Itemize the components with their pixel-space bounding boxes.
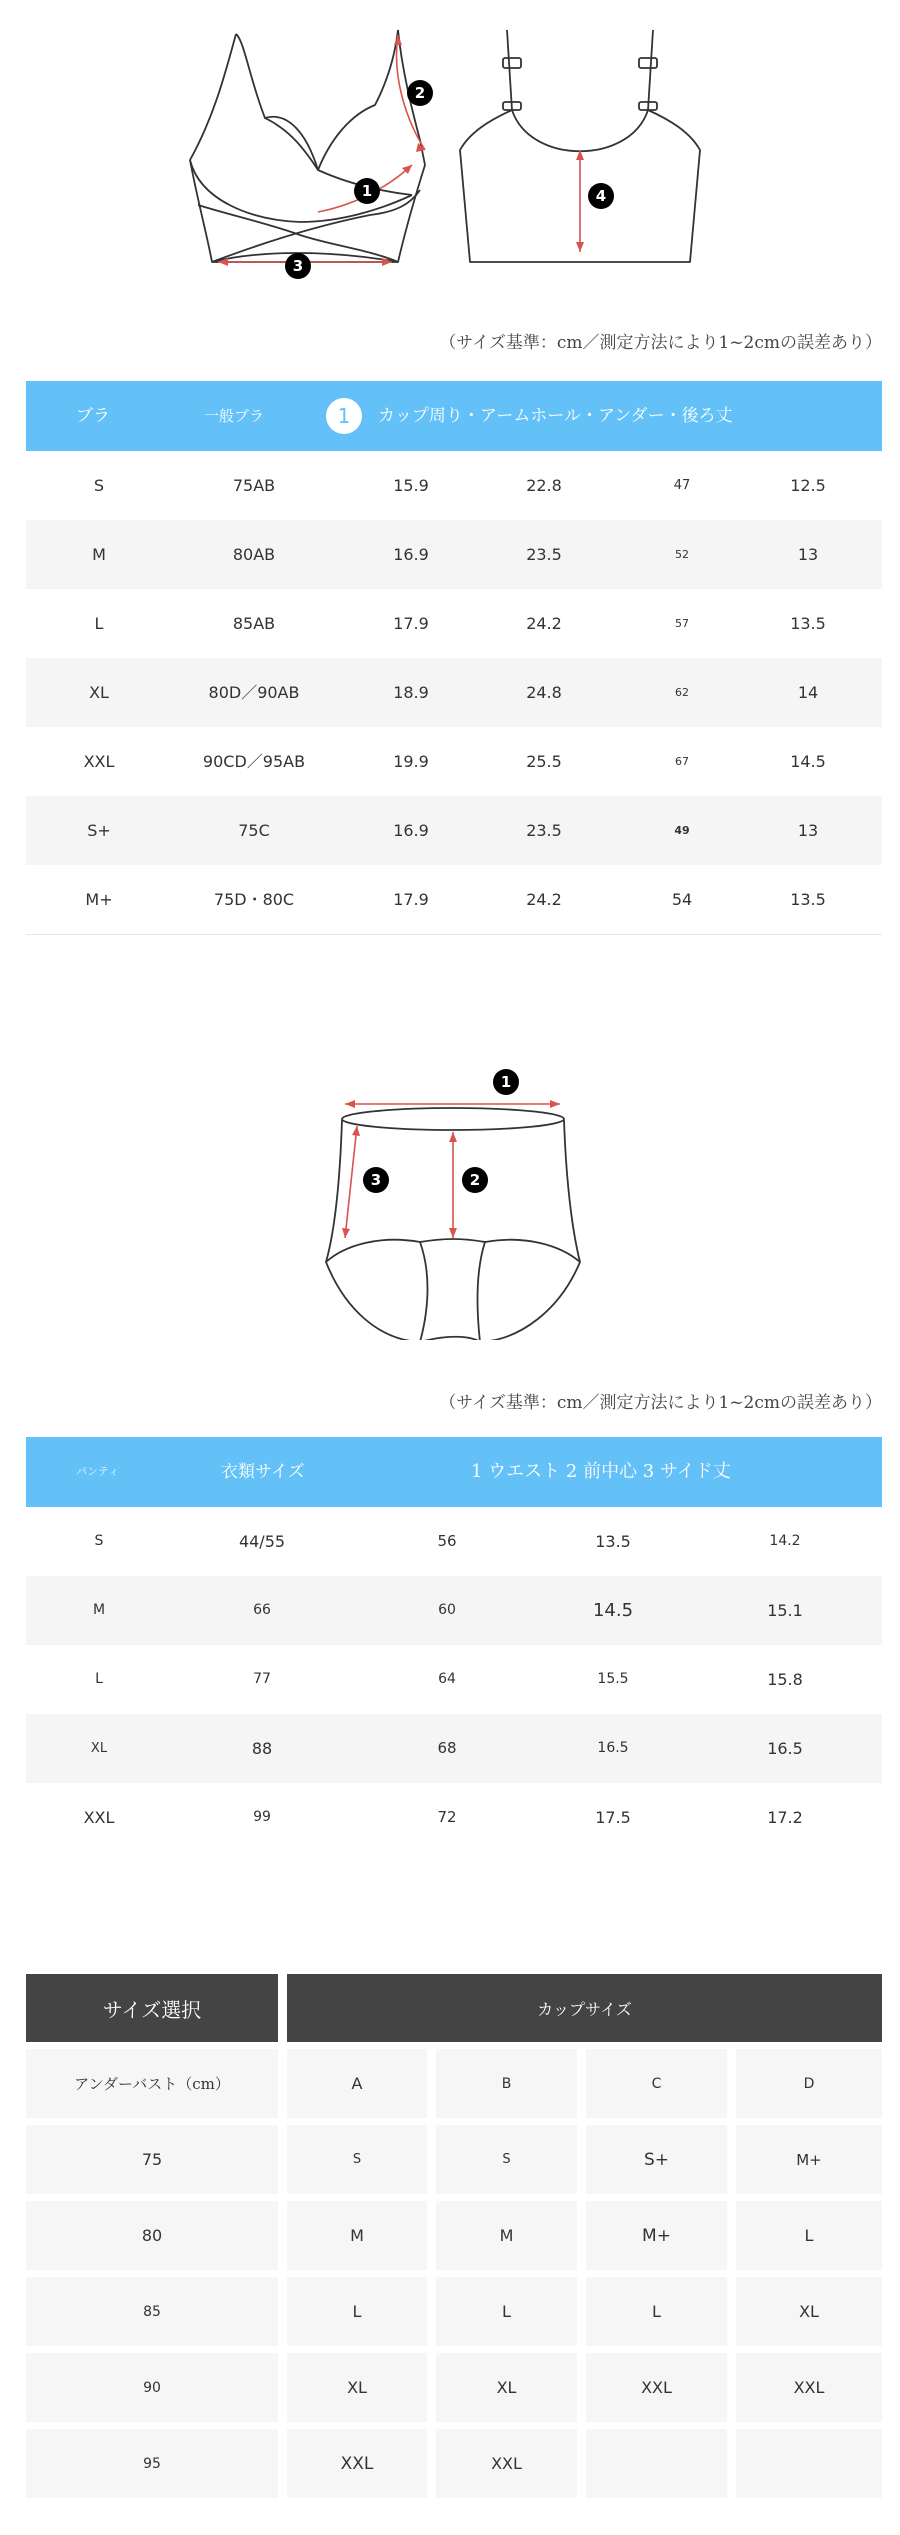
size-cell: XXL — [586, 2353, 727, 2422]
underbust-value: 85 — [26, 2277, 278, 2346]
size-cell: S — [287, 2125, 427, 2194]
size-cell: L — [287, 2277, 427, 2346]
size-cell: M — [436, 2201, 577, 2270]
panty-size-table — [26, 1437, 882, 1852]
bra-marker-1: 1 — [361, 182, 373, 200]
table-row: S 44/55 56 13.5 14.2 — [94, 1532, 801, 1551]
panty-diagram — [0, 1040, 900, 1340]
bra-size-note: （サイズ基準：cm／測定方法により1~2cmの誤差あり） — [439, 333, 882, 353]
cup-label: B — [436, 2049, 577, 2118]
bra-table-header — [26, 381, 882, 451]
table-row: S+ 75C 16.9 23.5 49 13 — [26, 796, 882, 865]
cup-label: C — [586, 2049, 727, 2118]
cup-size-header: カップサイズ — [287, 1974, 882, 2042]
panty-header-clothing-size: 衣類サイズ — [221, 1462, 305, 1482]
table-row: XXL 90CD／95AB 19.9 25.5 67 14.5 — [83, 752, 826, 771]
panty-marker-3: 3 — [370, 1171, 382, 1189]
panty-header-measurements: 1 ウエスト 2 前中心 3 サイド丈 — [471, 1461, 731, 1482]
bra-header-measurements: カップ周り・アームホール・アンダー・後ろ丈 — [378, 406, 733, 426]
size-select-header: サイズ選択 — [26, 1974, 278, 2042]
size-cell: S — [436, 2125, 577, 2194]
size-cell: L — [436, 2277, 577, 2346]
panty-markers — [363, 1069, 519, 1193]
bra-header-number-badge: 1 — [326, 398, 362, 434]
table-row: L 85AB 17.9 24.2 57 13.5 — [94, 614, 826, 633]
bra-header-general: 一般ブラ — [204, 407, 265, 425]
table-row: M 66 60 14.5 15.1 — [26, 1576, 882, 1645]
underbust-value: 90 — [26, 2353, 278, 2422]
bra-diagram — [0, 0, 900, 300]
underbust-value: 80 — [26, 2201, 278, 2270]
underbust-label: アンダーバスト（cm） — [26, 2049, 278, 2118]
underbust-value: 95 — [26, 2429, 278, 2498]
panty-marker-1: 1 — [500, 1073, 512, 1091]
bra-marker-3: 3 — [292, 257, 304, 275]
bra-marker-2: 2 — [414, 84, 426, 102]
bra-markers — [285, 80, 614, 279]
table-row: M 80AB 16.9 23.5 52 13 — [26, 520, 882, 589]
bra-size-table — [26, 381, 882, 935]
size-cell: XL — [736, 2277, 882, 2346]
size-cell: XXL — [287, 2429, 427, 2498]
size-cell: S+ — [586, 2125, 727, 2194]
table-row: XXL 99 72 17.5 17.2 — [83, 1808, 803, 1827]
size-cell: XL — [436, 2353, 577, 2422]
table-row: XL 88 68 16.5 16.5 — [26, 1714, 882, 1783]
size-cell — [586, 2429, 727, 2498]
size-cell: XL — [287, 2353, 427, 2422]
underbust-value: 75 — [26, 2125, 278, 2194]
size-cell: XXL — [736, 2353, 882, 2422]
size-cell — [736, 2429, 882, 2498]
cup-label: D — [736, 2049, 882, 2118]
table-row: S 75AB 15.9 22.8 47 12.5 — [93, 476, 826, 495]
size-cell: L — [586, 2277, 727, 2346]
size-cell: M+ — [586, 2201, 727, 2270]
panty-size-note: （サイズ基準：cm／測定方法により1~2cmの誤差あり） — [439, 1393, 882, 1413]
size-cell: XXL — [436, 2429, 577, 2498]
panty-table-header — [26, 1437, 882, 1507]
panty-header-label: パンティ — [76, 1465, 120, 1478]
panty-marker-2: 2 — [469, 1171, 481, 1189]
size-cell: M — [287, 2201, 427, 2270]
table-row: L 77 64 15.5 15.8 — [95, 1670, 803, 1689]
table-row: XL 80D／90AB 18.9 24.8 62 14 — [26, 658, 882, 727]
bra-header-label: ブラ — [76, 406, 110, 426]
table-row: M+ 75D・80C 17.9 24.2 54 13.5 — [85, 890, 826, 909]
cup-label: A — [287, 2049, 427, 2118]
table-divider — [26, 934, 882, 935]
size-cell: L — [736, 2201, 882, 2270]
size-cell: M+ — [736, 2125, 882, 2194]
bra-marker-4: 4 — [595, 187, 607, 205]
